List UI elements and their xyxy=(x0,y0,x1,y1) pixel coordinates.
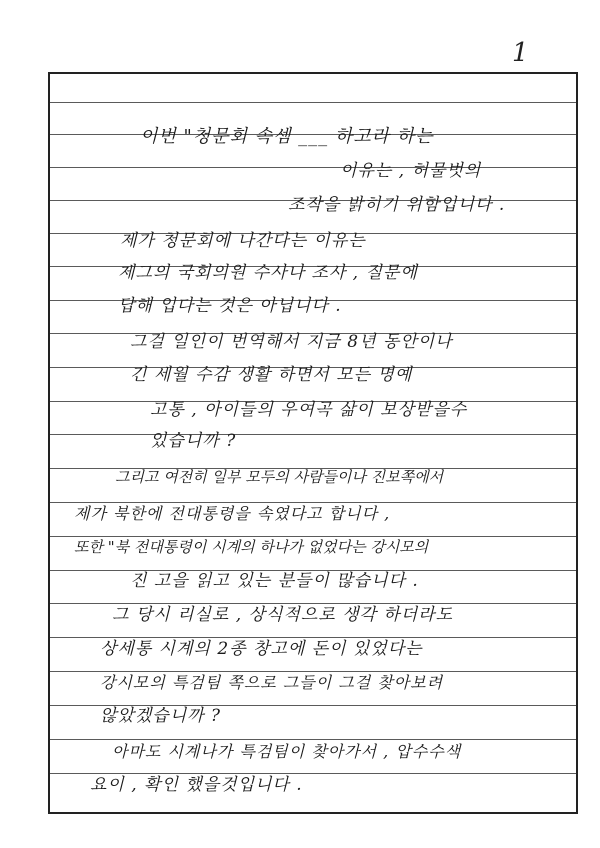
text-line: 제그의 국회의원 수사나 조사 , 질문에 xyxy=(118,263,418,283)
ruled-line xyxy=(50,671,576,672)
ruled-line xyxy=(50,637,576,638)
text-line: 제가 청문회에 나간다는 이유는 xyxy=(120,231,366,251)
text-line: 답해 입다는 것은 아닙니다 . xyxy=(118,296,342,316)
ruled-line xyxy=(50,773,576,774)
ruled-line xyxy=(50,102,576,103)
ruled-line xyxy=(50,167,576,168)
text-line: 고통 , 아이들의 우여곡 삶이 보상받을수 xyxy=(150,400,468,420)
text-line: 긴 세월 수감 생활 하면서 모든 명예 xyxy=(130,365,413,385)
text-line: 진 고을 읽고 있는 분들이 많습니다 . xyxy=(130,571,419,591)
text-line: 이번 "청문회 속셈 ___ 하고라 하는 xyxy=(140,126,434,147)
text-line: 그리고 여전히 일부 모두의 사람들이나 진보쪽에서 xyxy=(115,468,444,486)
text-line: 조작을 밝히기 위함입니다 . xyxy=(288,195,506,215)
page-number: 1 xyxy=(512,38,529,68)
text-line: 아마도 시계나가 특검팀이 찾아가서 , 압수수색 xyxy=(112,742,462,761)
text-line: 또한 "북 전대통령이 시계의 하나가 없었다는 강시모의 xyxy=(74,538,429,556)
text-line: 그걸 일인이 번역해서 지금 8년 동안이나 xyxy=(130,332,453,352)
text-line: 상세통 시계의 2종 창고에 돈이 있었다는 xyxy=(100,639,423,659)
text-line: 제가 북한에 전대통령을 속였다고 합니다 , xyxy=(74,504,391,523)
text-line: 있습니까 ? xyxy=(150,431,237,451)
ruled-line xyxy=(50,502,576,503)
ruled-line xyxy=(50,603,576,604)
text-line: 않았겠습니까 ? xyxy=(100,706,222,726)
ruled-line xyxy=(50,739,576,740)
lined-paper-sheet xyxy=(48,72,578,814)
ruled-line xyxy=(50,434,576,435)
ruled-line xyxy=(50,536,576,537)
text-line: 이유는 , 허물벗의 xyxy=(340,161,482,181)
text-line: 요이 , 확인 했을것입니다 . xyxy=(90,775,303,795)
text-line: 그 당시 리실로 , 상식적으로 생각 하더라도 xyxy=(112,605,454,625)
text-line: 강시모의 특검팀 쪽으로 그들이 그걸 찾아보려 xyxy=(100,673,444,692)
